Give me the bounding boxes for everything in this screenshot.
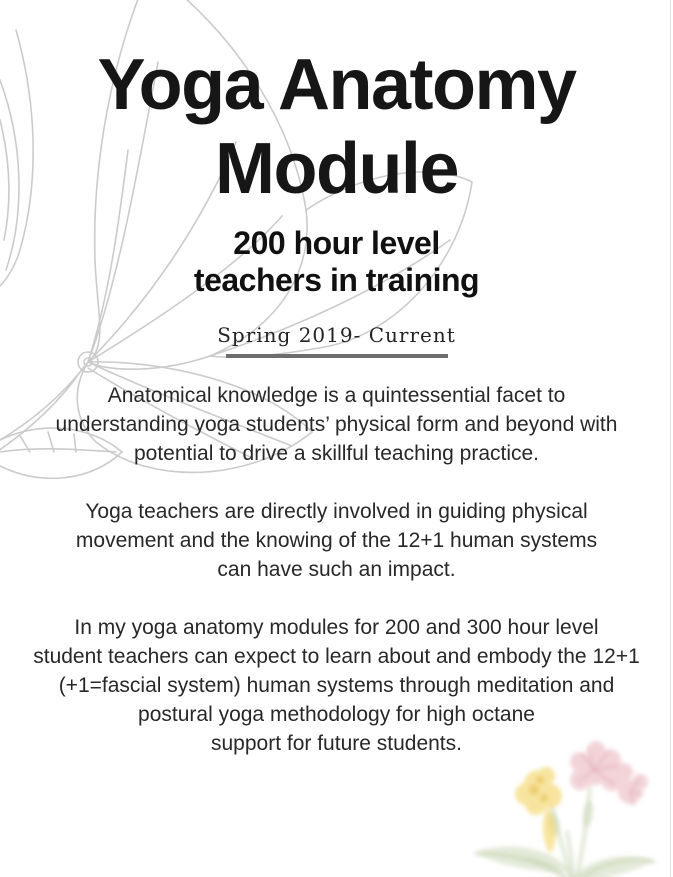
paragraph-1 (0, 381, 673, 468)
paragraph-3-line: support for future students. (211, 732, 462, 756)
paragraph-2-line: movement and the knowing of the 12+1 human systems (75, 529, 598, 553)
paragraph-2-line: Yoga teachers are directly involved in guiding physical (85, 500, 588, 524)
paragraph-2 (0, 497, 673, 584)
paragraph-3-line: postural yoga methodology for high octane (138, 703, 535, 727)
date-range: Spring 2019- Current (217, 323, 456, 348)
paragraph-3 (0, 613, 673, 758)
page-subtitle-line1: 200 hour level (233, 225, 440, 262)
divider-line (226, 354, 448, 358)
page-title (0, 44, 673, 211)
paragraph-1-line: potential to drive a skillful teaching practice. (133, 442, 540, 466)
page-subtitle-line2: teachers in training (193, 262, 480, 299)
paragraph-1-line: Anatomical knowledge is a quintessential facet to (107, 384, 566, 408)
paragraph-1-line: understanding yoga students’ physical form and beyond with (55, 413, 618, 437)
body-text (0, 381, 673, 758)
paragraph-3-line: (+1=fascial system) human systems through meditation and (58, 674, 615, 698)
page-subtitle (0, 225, 673, 299)
paragraph-3-line: student teachers can expect to learn about and embody the 12+1 (33, 645, 640, 669)
page-title-line1: Yoga Anatomy (97, 45, 576, 125)
page-title-line2: Module (215, 128, 458, 209)
paragraph-2-line: can have such an impact. (217, 558, 456, 582)
paragraph-3-line: In my yoga anatomy modules for 200 and 300 hour level (74, 616, 599, 640)
